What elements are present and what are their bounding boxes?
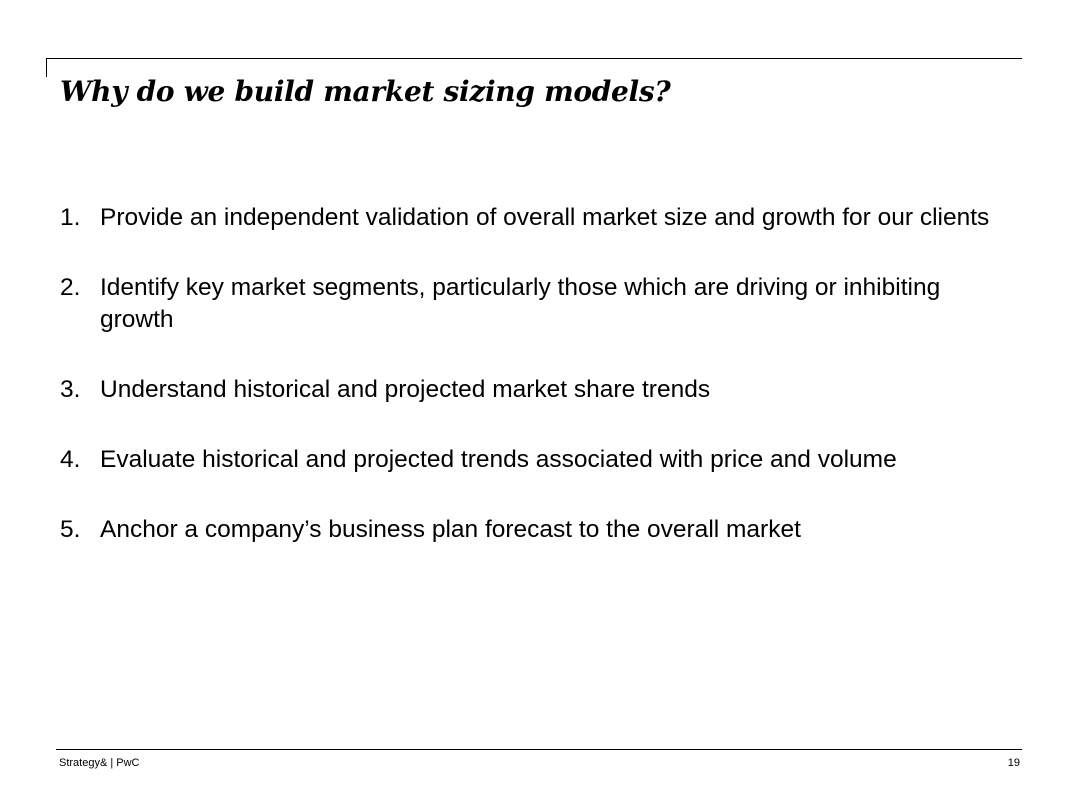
list-item-text: Anchor a company’s business plan forecast to the overall market [100, 516, 801, 543]
list-item-text: Identify key market segments, particularly those which are driving or inhibiting growth [100, 274, 941, 333]
list-item-number: 2. [60, 274, 81, 301]
list-item-text: Evaluate historical and projected trends associated with price and volume [100, 446, 897, 473]
list-item [60, 514, 1020, 546]
list-item-number: 5. [60, 516, 81, 543]
slide-title: Why do we build market sizing models? [60, 75, 671, 108]
list-item [60, 272, 1020, 336]
list-item [60, 444, 1020, 476]
list-item [60, 374, 1020, 406]
list-item [60, 202, 1020, 234]
list-item-number: 1. [60, 204, 81, 231]
footer-divider [56, 749, 1022, 750]
list-item-text: Provide an independent validation of overall market size and growth for our clients [100, 204, 990, 231]
footer-source: Strategy& | PwC [59, 757, 140, 769]
reasons-list [60, 202, 1020, 584]
header-corner-mark [46, 58, 47, 77]
list-item-number: 3. [60, 376, 81, 403]
page-number: 19 [1007, 757, 1020, 769]
list-item-text: Understand historical and projected market share trends [100, 376, 711, 403]
header-divider [46, 58, 1022, 59]
list-item-number: 4. [60, 446, 81, 473]
